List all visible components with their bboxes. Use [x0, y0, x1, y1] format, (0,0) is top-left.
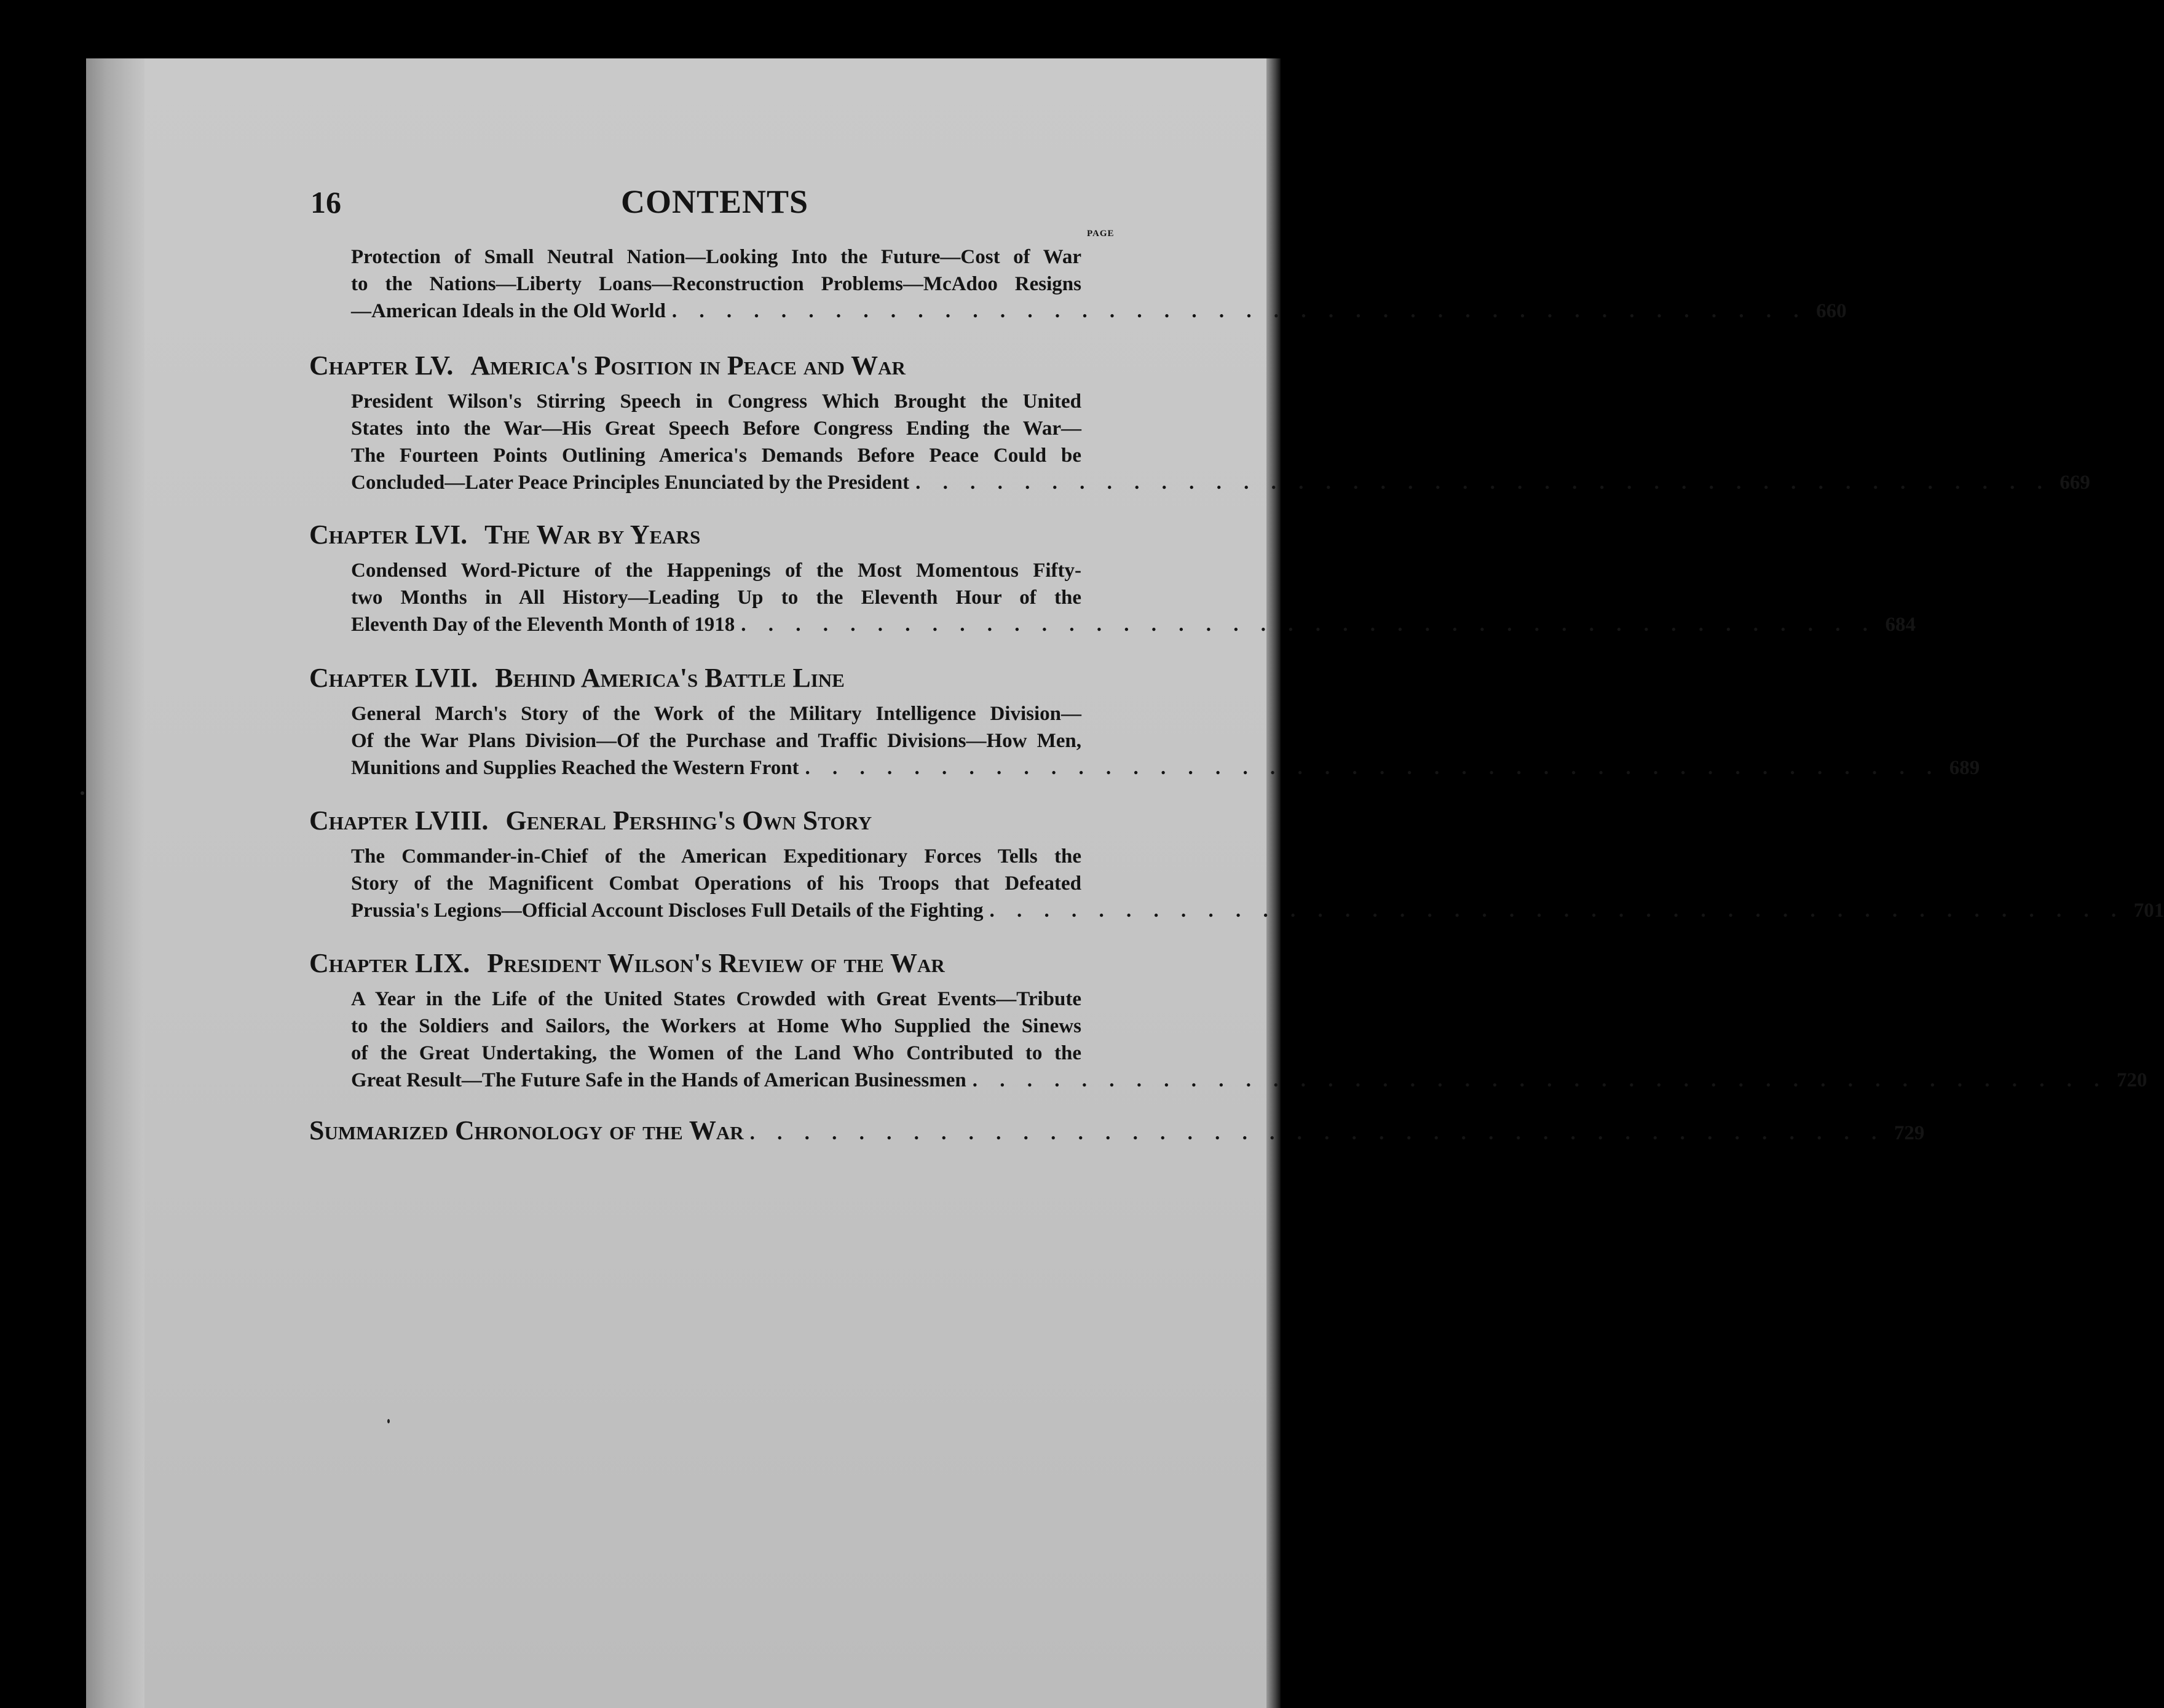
page-number: 16	[310, 185, 341, 219]
toc-entry-chapter-lix	[309, 945, 2147, 1094]
page-ref: 689	[1949, 757, 1980, 779]
dot-leader: . . . . . . . . . . . . . . . . . . . . . . . . . . . . . . . . . . . . . . . . . .	[741, 614, 1876, 636]
toc-entry-chapter-lviii	[309, 802, 2164, 924]
summary-line: Story of the Magnificent Combat Operations of his Troops that Defeated	[351, 872, 1081, 895]
chapter-title: President Wilson's Review of the War	[487, 948, 945, 978]
summary-line: Condensed Word-Picture of the Happenings of the Most Momentous Fifty-	[351, 559, 1081, 582]
summary-last-line	[351, 1067, 2147, 1094]
chapter-number: Chapter LVIII.	[309, 805, 489, 836]
summary-line: A Year in the Life of the United States Crowded with Great Events—Tribute	[351, 988, 1081, 1010]
page-column-label: PAGE	[1087, 229, 1115, 239]
chapter-number: Chapter LVI.	[309, 520, 468, 550]
summary-line: Munitions and Supplies Reached the Western Front	[351, 757, 799, 779]
chapter-title: Behind America's Battle Line	[495, 663, 845, 693]
scan-speck	[81, 791, 84, 795]
page-ref: 729	[1894, 1122, 1925, 1144]
summary-last-line	[351, 611, 1916, 638]
toc-entry-continued	[309, 243, 1847, 325]
scan-speck	[387, 1419, 390, 1423]
summary-line: to the Nations—Liberty Loans—Reconstruction Problems—McAdoo Resigns	[351, 273, 1081, 295]
toc-entry-chapter-lv	[309, 347, 2090, 496]
chapter-summary	[351, 700, 1980, 781]
chapter-summary	[351, 986, 2147, 1094]
chapter-summary	[351, 388, 2090, 496]
page-ref: 684	[1885, 614, 1916, 636]
chapter-number: Chapter LIX.	[309, 948, 470, 978]
chapter-heading	[309, 347, 1127, 384]
summary-line: Great Result—The Future Safe in the Hands of American Businessmen	[351, 1069, 966, 1091]
chapter-heading	[309, 516, 1127, 553]
chapter-title: General Pershing's Own Story	[505, 805, 872, 836]
summary-line: Concluded—Later Peace Principles Enunciated by the President	[351, 472, 910, 494]
summary-line: two Months in All History—Leading Up to the Eleventh Hour of the	[351, 587, 1081, 609]
summary-line: Eleventh Day of the Eleventh Month of 1918	[351, 614, 735, 636]
summary-line: Protection of Small Neutral Nation—Looking Into the Future—Cost of War	[351, 246, 1081, 268]
summary-line: States into the War—His Great Speech Before Congress Ending the War—	[351, 417, 1081, 440]
chapter-number: Chapter LVII.	[309, 663, 478, 693]
chapter-title: The War by Years	[484, 520, 701, 550]
toc-entry-chronology	[309, 1115, 1925, 1146]
page-gutter-shadow	[86, 58, 144, 1708]
summary-line: —American Ideals in the Old World	[351, 300, 666, 322]
summary-line: to the Soldiers and Sailors, the Workers at Home Who Supplied the Sinews	[351, 1015, 1081, 1037]
dot-leader: . . . . . . . . . . . . . . . . . . . . . . . . . . . . . . . . . . . . . . . . . .	[671, 300, 1807, 322]
dot-leader: . . . . . . . . . . . . . . . . . . . . . . . . . . . . . . . . . . . . . . . . . .	[805, 757, 1941, 779]
chapter-heading	[309, 660, 1127, 697]
summary-line: General March's Story of the Work of the Military Intelligence Division—	[351, 703, 1081, 725]
page-ref: 720	[2116, 1069, 2147, 1091]
running-head-title: CONTENTS	[621, 183, 809, 220]
summary-line: Of the War Plans Division—Of the Purchase and Traffic Divisions—How Men,	[351, 730, 1081, 752]
toc-entry-chapter-lvii	[309, 660, 1980, 781]
chapter-summary	[351, 557, 1916, 638]
chronology-title: Summarized Chronology of the War	[309, 1115, 744, 1145]
chapter-heading	[309, 802, 1127, 839]
summary-last-line	[351, 469, 2090, 496]
dot-leader: . . . . . . . . . . . . . . . . . . . . . . . . . . . . . . . . . . . . . . . . . .	[749, 1122, 1886, 1144]
chapter-summary	[351, 843, 2164, 924]
summary-line: President Wilson's Stirring Speech in Congress Which Brought the United	[351, 390, 1081, 413]
dot-leader: . . . . . . . . . . . . . . . . . . . . . . . . . . . . . . . . . . . . . . . . . .	[915, 472, 2051, 494]
page-ref: 669	[2059, 472, 2090, 494]
summary-last-line	[351, 298, 1847, 325]
page-ref: 701	[2133, 899, 2164, 922]
dot-leader: . . . . . . . . . . . . . . . . . . . . . . . . . . . . . . . . . . . . . . . . . .	[972, 1069, 2108, 1091]
summary-last-line	[351, 754, 1980, 781]
chapter-number: Chapter LV.	[309, 350, 454, 381]
chapter-title: America's Position in Peace and War	[470, 350, 906, 381]
dot-leader: . . . . . . . . . . . . . . . . . . . . . . . . . . . . . . . . . . . . . . . . . .	[989, 899, 2125, 922]
summary-line: The Commander-in-Chief of the American Expeditionary Forces Tells the	[351, 845, 1081, 868]
summary-line: of the Great Undertaking, the Women of the Land Who Contributed to the	[351, 1042, 1081, 1064]
chronology-row	[309, 1115, 1925, 1146]
summary-line: The Fourteen Points Outlining America's Demands Before Peace Could be	[351, 445, 1081, 467]
page-ref: 660	[1816, 300, 1847, 322]
summary-last-line	[351, 897, 2164, 924]
chapter-heading	[309, 945, 1127, 982]
summary-line: Prussia's Legions—Official Account Discloses Full Details of the Fighting	[351, 899, 984, 922]
chapter-summary	[351, 243, 1847, 325]
toc-entry-chapter-lvi	[309, 516, 1916, 638]
